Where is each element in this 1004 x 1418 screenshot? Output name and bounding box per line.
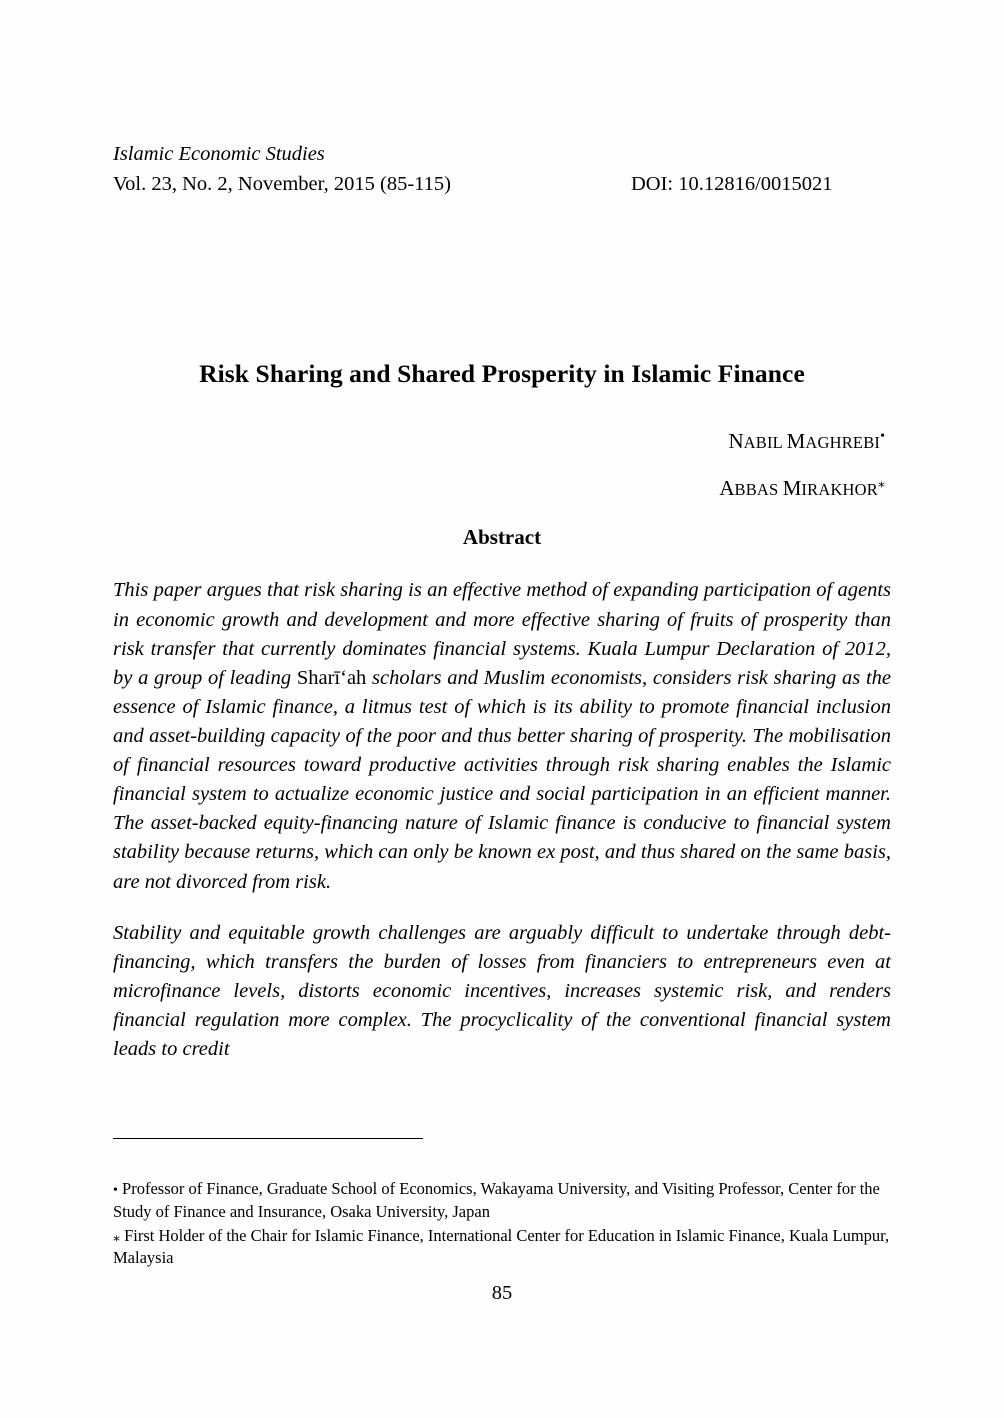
footnote-separator <box>113 1138 423 1139</box>
page-number: 85 <box>491 1282 513 1304</box>
author-list <box>113 431 891 499</box>
abstract-p1-part-b: scholars and Muslim economists, considers risk sharing as the essence of Islamic finance, a litmus test of which is its ability to promote financial inclusion and asset-building capacity of the poor and thus better sharing of prosperity. The mobilisation of financial resources toward productive activities through risk sharing enables the Islamic financial system to actualize economic justice and social participation in an efficient manner. The asset-backed equity-financing nature of Islamic finance is conducive to financial system stability because returns, which can only be known ex post, and thus shared on the same basis, are not divorced from risk. <box>113 666 891 893</box>
author-1-footnote-marker: • <box>880 429 885 445</box>
author-2-last-rest: IRAKHOR <box>801 480 878 500</box>
author-2-first-rest: BBAS <box>734 480 783 500</box>
journal-title: Islamic Economic Studies <box>113 143 325 165</box>
journal-header <box>113 140 891 199</box>
author-1-last-rest: AGHREBI <box>805 433 881 453</box>
abstract-paragraph-1 <box>113 576 891 896</box>
issue-doi-row <box>113 170 891 200</box>
author-2-first-initial: A <box>719 476 735 501</box>
author-name-2 <box>113 478 885 499</box>
author-2-footnote-marker: ⁎ <box>878 476 885 492</box>
author-1-last-initial: M <box>786 429 806 454</box>
issue-info: Vol. 23, No. 2, November, 2015 (85-115) <box>113 172 451 195</box>
abstract-p1-term-shariah: Sharīʻah <box>296 666 367 689</box>
footnote-2-text: First Holder of the Chair for Islamic Finance, International Center for Education in Islamic Finance, Kuala Lumpur, Malaysia <box>113 1225 890 1268</box>
author-1-first-initial: N <box>728 429 744 454</box>
footnote-block <box>113 1178 903 1271</box>
footnote-2 <box>113 1225 903 1270</box>
doi-text: DOI: 10.12816/0015021 <box>630 172 833 195</box>
page-title: Risk Sharing and Shared Prosperity in Islamic Finance <box>199 359 805 389</box>
page-content <box>113 140 891 1064</box>
footnote-1-text: Professor of Finance, Graduate School of Economics, Wakayama University, and Visiting Professor, Center for the Study of Finance and Insurance, Osaka University, Japan <box>113 1179 880 1221</box>
abstract-p1-part-a: This paper argues that risk sharing is an effective method of expanding participation of agents in economic growth and development and more effective sharing of fruits of prosperity than risk transfer that currently dominates financial systems. Kuala Lumpur Declaration of 2012, by a group of leading <box>113 579 891 689</box>
abstract-body <box>113 576 891 1064</box>
author-2-last-initial: M <box>782 476 802 501</box>
abstract-heading: Abstract <box>462 525 542 550</box>
footnote-1-marker: • <box>113 1183 118 1198</box>
author-name-1 <box>113 431 885 452</box>
author-1-first-rest: ABIL <box>743 433 787 453</box>
footnote-2-marker: ⁎ <box>113 1229 120 1245</box>
abstract-paragraph-2: Stability and equitable growth challenges are arguably difficult to undertake through debt-financing, which transfers the burden of losses from financiers to entrepreneurs even at microfinance levels, distorts economic incentives, increases systemic risk, and renders financial regulation more complex. The procyclicality of the conventional financial system leads to credit <box>113 921 891 1061</box>
footnote-1 <box>113 1178 903 1223</box>
